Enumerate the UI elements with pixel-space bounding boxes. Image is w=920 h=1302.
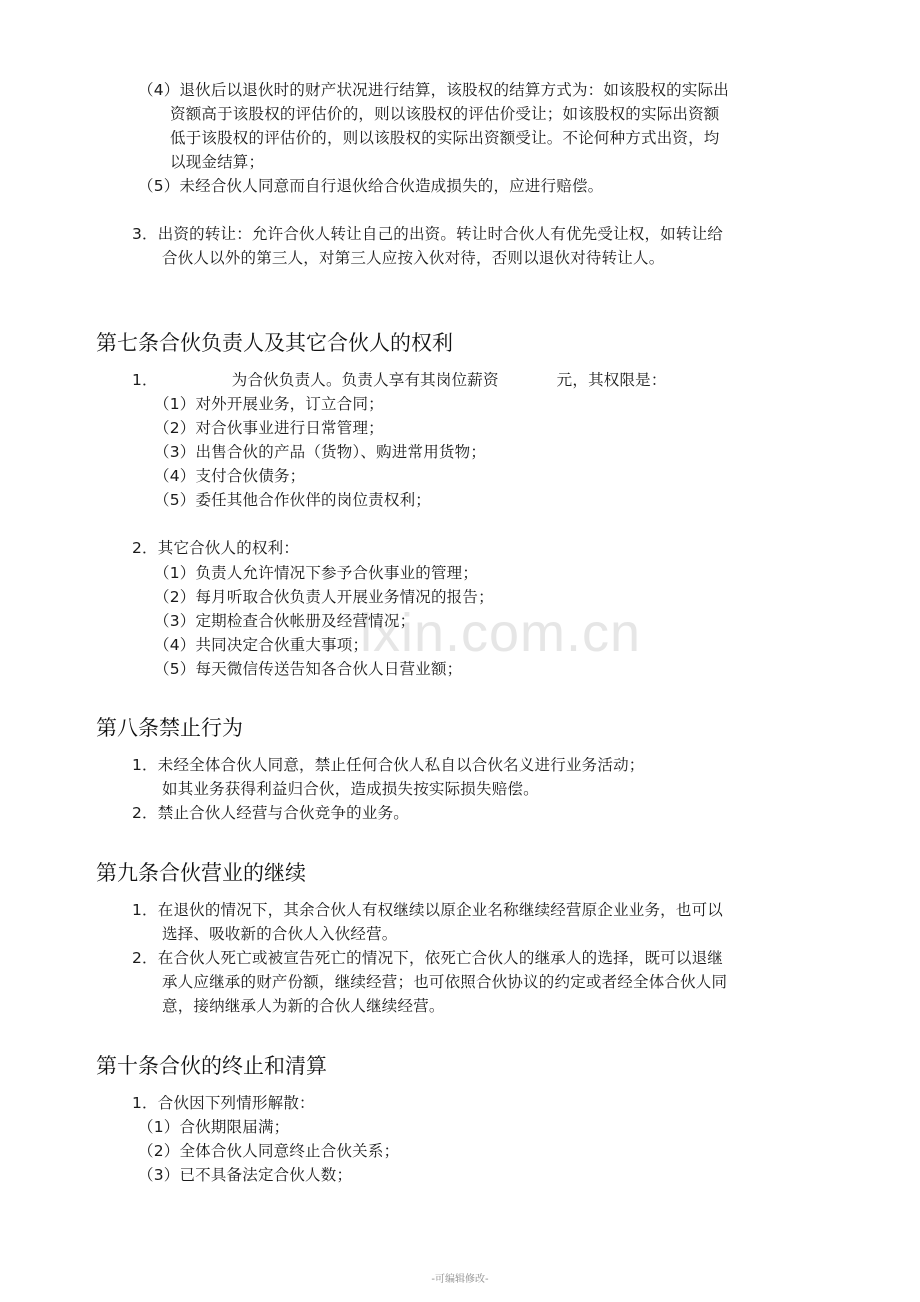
clause-9-2-line1: 2．在合伙人死亡或被宣告死亡的情况下，依死亡合伙人的继承人的选择，既可以退继 <box>132 949 723 967</box>
right-item: （4）共同决定合伙重大事项； <box>154 636 369 654</box>
page-footer: -可编辑修改- <box>431 1274 489 1285</box>
dissolution-case: （1）合伙期限届满； <box>138 1118 290 1136</box>
clause-6-3-line2: 合伙人以外的第三人，对第三人应按入伙对待，否则以退伙对待转让人。 <box>162 249 665 267</box>
section-7-heading: 第七条合伙负责人及其它合伙人的权利 <box>96 331 453 355</box>
clause-6-4-line4: 以现金结算； <box>170 153 265 171</box>
right-item: （1）负责人允许情况下参予合伙事业的管理； <box>154 564 479 582</box>
clause-9-1-line2: 选择、吸收新的合伙人入伙经营。 <box>162 925 398 943</box>
clause-7-1-end: 元，其权限是： <box>556 371 667 389</box>
clause-6-4-line1: （4）退伙后以退伙时的财产状况进行结算，该股权的结算方式为：如该股权的实际出 <box>138 81 729 99</box>
clause-6-4-line3: 低于该股权的评估价的，则以该股权的实际出资额受让。不论何种方式出资，均 <box>170 129 720 147</box>
clause-9-1-line1: 1．在退伙的情况下，其余合伙人有权继续以原企业名称继续经营原企业业务，也可以 <box>132 901 723 919</box>
clause-6-5: （5）未经合伙人同意而自行退伙给合伙造成损失的，应进行赔偿。 <box>138 177 604 195</box>
section-9-heading: 第九条合伙营业的继续 <box>96 861 306 885</box>
section-10-heading: 第十条合伙的终止和清算 <box>96 1054 327 1078</box>
power-item: （4）支付合伙债务； <box>154 467 306 485</box>
watermark: lxin.com.cn <box>360 603 642 663</box>
power-item: （5）委任其他合作伙伴的岗位责权利； <box>154 491 431 509</box>
right-item: （3）定期检查合伙帐册及经营情况； <box>154 612 416 630</box>
clause-7-2: 2．其它合伙人的权利： <box>132 539 300 557</box>
right-item: （2）每月听取合伙负责人开展业务情况的报告； <box>154 588 494 606</box>
clause-7-1 <box>132 368 667 392</box>
power-item: （2）对合伙事业进行日常管理； <box>154 419 384 437</box>
dissolution-case: （3）已不具备法定合伙人数； <box>138 1166 353 1184</box>
clause-6-4-line2: 资额高于该股权的评估价的，则以该股权的评估价受让；如该股权的实际出资额 <box>170 105 720 123</box>
clause-9-2-line2: 承人应继承的财产份额，继续经营；也可依照合伙协议的约定或者经全体合伙人同 <box>162 973 728 991</box>
clause-8-2: 2．禁止合伙人经营与合伙竞争的业务。 <box>132 804 409 822</box>
power-item: （1）对外开展业务，订立合同； <box>154 395 384 413</box>
clause-7-1-text: 为合伙负责人。负责人享有其岗位薪资 <box>231 371 499 389</box>
clause-9-2-line3: 意，接纳继承人为新的合伙人继续经营。 <box>162 997 445 1015</box>
power-item: （3）出售合伙的产品（货物）、购进常用货物； <box>154 443 487 461</box>
right-item: （5）每天微信传送告知各合伙人日营业额； <box>154 660 463 678</box>
section-8-heading: 第八条禁止行为 <box>96 716 243 740</box>
clause-6-3-line1: 3．出资的转让：允许合伙人转让自己的出资。转让时合伙人有优先受让权，如转让给 <box>132 225 723 243</box>
clause-7-1-number: 1． <box>132 371 158 389</box>
dissolution-case: （2）全体合伙人同意终止合伙关系； <box>138 1142 400 1160</box>
clause-10-1: 1．合伙因下列情形解散： <box>132 1094 315 1112</box>
clause-8-1-line1: 1．未经全体合伙人同意，禁止任何合伙人私自以合伙名义进行业务活动； <box>132 756 645 774</box>
clause-8-1-line2: 如其业务获得利益归合伙，造成损失按实际损失赔偿。 <box>162 780 539 798</box>
